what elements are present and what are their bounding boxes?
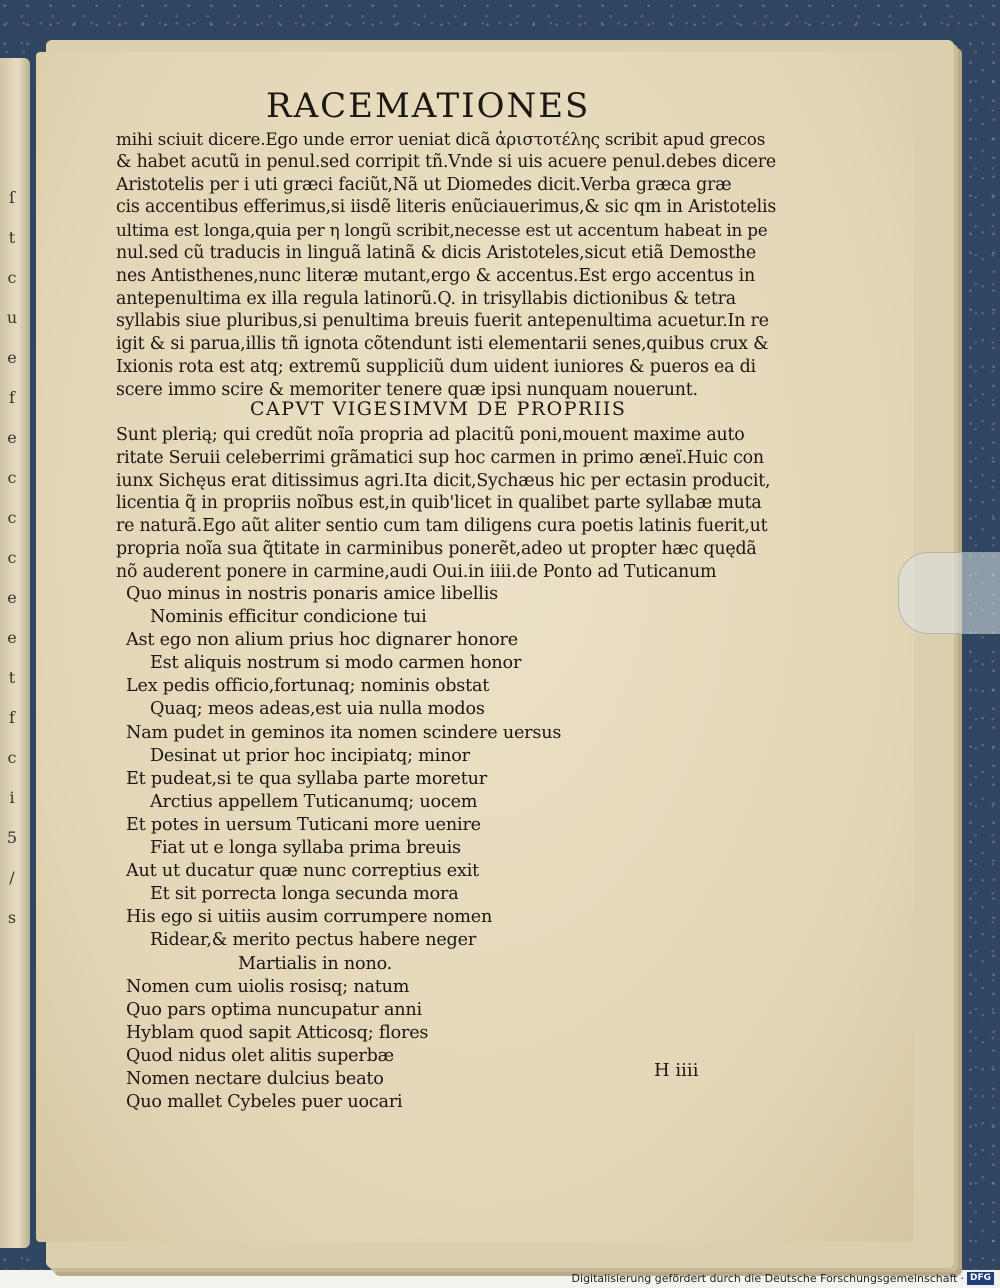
text-line: cis accentibus efferimus,si iisdẽ literis enũciauerimus,& sic qm in Aristotelis <box>116 197 777 218</box>
facing-page-fragment: 5 <box>6 828 18 847</box>
text-line: ritate Seruii celeberrimi grãmatici sup hoc carmen in primo æneï.Huic con <box>116 447 764 468</box>
facing-page-fragment: e <box>7 628 17 647</box>
facing-page-fragment: e <box>7 428 17 447</box>
text-line: syllabis siue pluribus,si penultima breuis fuerit antepenultima acuetur.In re <box>116 311 769 332</box>
verse-line: Lex pedis officio,fortunaq; nominis obstat <box>126 676 490 697</box>
verse-line: Nominis efficitur condicione tui <box>150 607 427 628</box>
facing-page-fragment: c <box>7 268 17 287</box>
verse-line: Martialis in nono. <box>238 953 393 974</box>
text-line: iunx Sichęus erat ditissimus agri.Ita dicit,Sychæus hic per ectasin producit, <box>116 470 771 491</box>
text-line: nul.sed cũ traducis in linguã latinã & dicis Aristoteles,sicut etiã Demosthe <box>116 242 756 263</box>
text-line: ultima est longa,quia per η longũ scribit,necesse est ut accentum habeat in pe <box>116 220 768 241</box>
verse-block <box>126 583 646 1114</box>
text-line: antepenultima ex illa regula latinorũ.Q. in trisyllabis dictionibus & tetra <box>116 288 736 309</box>
facing-page-fragment: c <box>7 508 17 527</box>
verse-line: Et pudeat,si te qua syllaba parte moretur <box>126 768 487 789</box>
prose-block-1 <box>116 128 776 402</box>
facing-page-fragment: / <box>9 868 15 887</box>
chapter-heading: CAPVT VIGESIMVM DE PROPRIIS <box>250 398 627 420</box>
facing-page-fragments <box>2 178 22 938</box>
signature-mark: H iiii <box>654 1060 699 1081</box>
facing-page-fragment: t <box>8 228 16 247</box>
facing-page-fragment: e <box>7 348 17 367</box>
verse-line: Nomen cum uiolis rosisq; natum <box>126 976 410 997</box>
verse-line: Et sit porrecta longa secunda mora <box>150 884 459 905</box>
verse-line: Quo pars optima nuncupatur anni <box>126 999 422 1020</box>
facing-page-fragment: u <box>6 308 18 327</box>
digitization-footer <box>572 1272 994 1285</box>
text-line: licentia q̃ in propriis noĩbus est,in quib'licet in qualibet parte syllabæ muta <box>116 493 762 514</box>
verse-line: Arctius appellem Tuticanumq; uocem <box>150 791 478 812</box>
verse-line: Ridear,& merito pectus habere neger <box>150 930 477 951</box>
verse-line: Quo minus in nostris ponaris amice libellis <box>126 584 498 604</box>
verse-line: Nam pudet in geminos ita nomen scindere uersus <box>126 722 562 743</box>
page-clip <box>898 552 1000 634</box>
text-line: Sunt plerią; qui credũt noĩa propria ad placitũ poni,mouent maxime auto <box>116 425 745 445</box>
verse-line: His ego si uitiis ausim corrumpere nomen <box>126 907 493 928</box>
facing-page-fragment: i <box>9 788 15 807</box>
facing-page-fragment: s <box>7 908 17 927</box>
footer-text: Digitalisierung gefördert durch die Deutsche Forschungsgemeinschaft <box>571 1272 958 1285</box>
dfg-logo-icon: DFG <box>967 1272 994 1285</box>
verse-line: Nomen nectare dulcius beato <box>126 1068 384 1089</box>
footer-separator: · <box>960 1272 964 1285</box>
facing-page-fragment: t <box>8 668 16 687</box>
facing-page-fragment: ſ <box>9 188 15 207</box>
text-line: scere immo scire & memoriter tenere quæ ipsi nunquam nouerunt. <box>116 379 698 400</box>
verse-line: Desinat ut prior hoc incipiatq; minor <box>150 745 470 766</box>
text-line: re naturã.Ego aũt aliter sentio cum tam diligens cura poetis latinis fuerit,ut <box>116 516 768 537</box>
verse-line: Quod nidus olet alitis superbæ <box>126 1045 394 1066</box>
prose-block-2 <box>116 424 776 584</box>
facing-page-fragment: e <box>7 588 17 607</box>
text-line: nes Antisthenes,nunc literæ mutant,ergo & accentus.Est ergo accentus in <box>116 265 755 286</box>
text-line: mihi sciuit dicere.Ego unde error ueniat dicã ἀριστοτέλης scribit apud grecos <box>116 129 766 149</box>
text-line: igit & si parua,illis tñ ignota cõtendunt isti elementarii senes,quibus crux & <box>116 334 769 355</box>
text-line: propria noĩa sua q̃titate in carminibus ponerẽt,adeo ut propter hæc quędã <box>116 538 757 559</box>
text-line: Ixionis rota est atq; extremũ suppliciũ dum uident iuniores & pueros ea di <box>116 356 756 377</box>
verse-line: Quo mallet Cybeles puer uocari <box>126 1092 403 1113</box>
facing-page-edge <box>0 58 30 1248</box>
verse-line: Est aliquis nostrum si modo carmen honor <box>150 653 522 674</box>
facing-page-fragment: f <box>9 708 15 727</box>
text-line: nõ auderent ponere in carmine,audi Oui.in iiii.de Ponto ad Tuticanum <box>116 561 717 582</box>
verse-line: Quaq; meos adeas,est uia nulla modos <box>150 699 485 720</box>
facing-page-fragment: c <box>7 748 17 767</box>
verse-line: Et potes in uersum Tuticani more uenire <box>126 814 481 835</box>
verse-line: Aut ut ducatur quæ nunc correptius exit <box>126 861 480 882</box>
facing-page-fragment: c <box>7 548 17 567</box>
text-line: Aristotelis per i uti græci faciũt,Nã ut Diomedes dicit.Verba græca græ <box>116 174 732 195</box>
running-head: RACEMATIONES <box>266 86 591 126</box>
facing-page-fragment: c <box>7 468 17 487</box>
verse-line: Hyblam quod sapit Atticosq; flores <box>126 1022 429 1043</box>
facing-page-fragment: f <box>9 388 15 407</box>
text-line: & habet acutũ in penul.sed corripit tñ.Vnde si uis acuere penul.debes dicere <box>116 151 776 172</box>
verse-line: Fiat ut e longa syllaba prima breuis <box>150 838 461 859</box>
verse-line: Ast ego non alium prius hoc dignarer honore <box>126 630 518 651</box>
